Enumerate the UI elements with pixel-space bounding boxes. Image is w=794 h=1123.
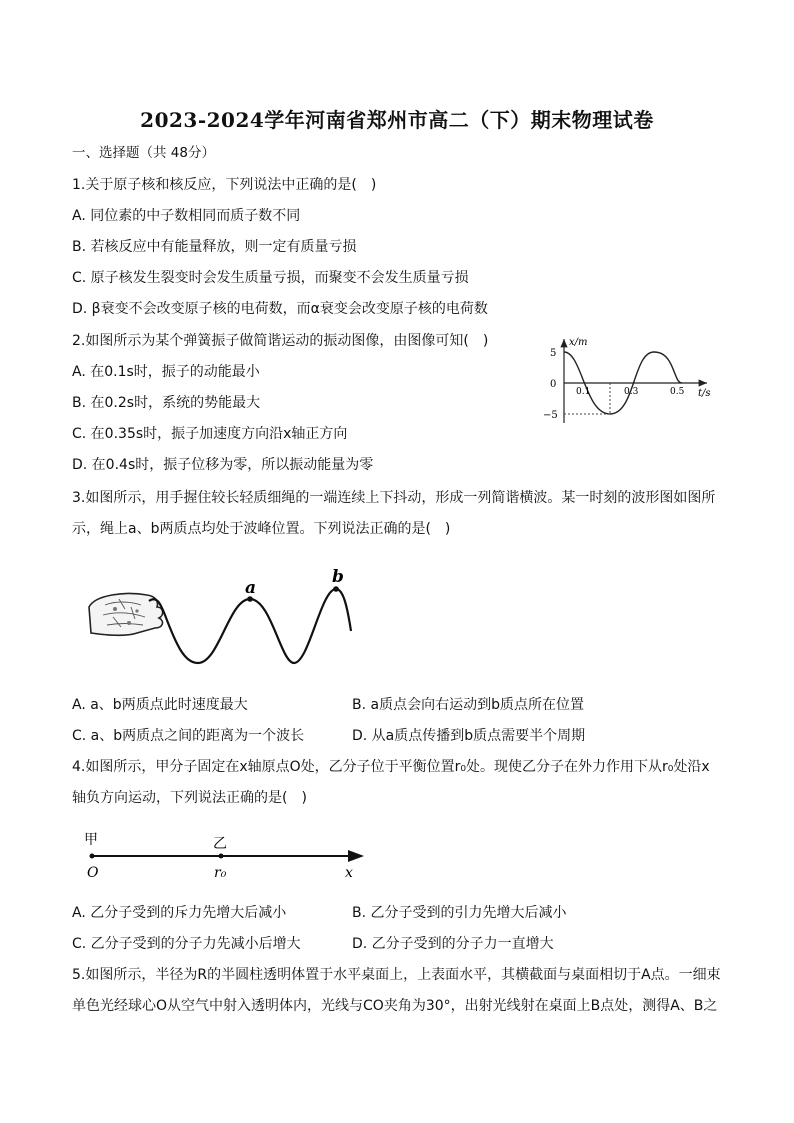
q5-stem-line2: 单色光经球心O从空气中射入透明体内，光线与CO夹角为30°，出射光线射在桌面上B点处，测得A、B之 xyxy=(72,998,718,1014)
label-axis-x: x xyxy=(345,865,353,881)
graph-xtick-0.1: 0.1 xyxy=(576,387,591,397)
q2-option-b: B. 在0.2s时，系统的势能最大 xyxy=(72,395,261,411)
q1-option-b: B. 若核反应中有能量释放，则一定有质量亏损 xyxy=(72,239,357,255)
x-axis-arrow xyxy=(348,850,364,862)
q3-option-a: A. a、b两质点此时速度最大 xyxy=(72,697,248,713)
q1-option-a: A. 同位素的中子数相同而质子数不同 xyxy=(72,208,301,224)
molecule-yi-marker xyxy=(219,854,224,859)
graph-xlabel: t/s xyxy=(698,388,711,399)
point-a-label: a xyxy=(245,578,257,598)
q4-option-c: C. 乙分子受到的分子力先减小后增大 xyxy=(72,936,301,952)
q2-option-c: C. 在0.35s时，振子加速度方向沿x轴正方向 xyxy=(72,426,348,442)
label-jia: 甲 xyxy=(84,832,98,848)
point-b-marker xyxy=(333,586,339,592)
q5-stem-line1: 5.如图所示，半径为R的半圆柱透明体置于水平桌面上，上表面水平，其横截面与桌面相切于A点。一细束 xyxy=(72,967,721,983)
q4-option-d: D. 乙分子受到的分子力一直增大 xyxy=(352,936,554,952)
graph-ytick-5: 5 xyxy=(550,348,557,359)
q4-option-b: B. 乙分子受到的引力先增大后减小 xyxy=(352,905,567,921)
graph-xtick-0.5: 0.5 xyxy=(670,387,685,397)
label-yi: 乙 xyxy=(213,836,227,852)
molecule-jia-marker xyxy=(90,854,95,859)
q2-option-a: A. 在0.1s时，振子的动能最小 xyxy=(72,364,260,380)
graph-ylabel: x/m xyxy=(569,337,588,348)
graph-ytick-0: 0 xyxy=(550,379,557,390)
q2-vibration-graph xyxy=(535,333,715,428)
q3-stem-line1: 3.如图所示，用手握住较长轻质细绳的一端连续上下抖动，形成一列简谐横波。某一时刻的波形图如图所 xyxy=(72,490,716,506)
exam-title: 2023-2024学年河南省郑州市高二（下）期末物理试卷 xyxy=(140,108,654,132)
q1-option-d: D. β衰变不会改变原子核的电荷数，而α衰变会改变原子核的电荷数 xyxy=(72,301,488,317)
q3-stem-line2: 示，绳上a、b两质点均处于波峰位置。下列说法正确的是( ) xyxy=(72,521,451,537)
graph-xtick-0.3: 0.3 xyxy=(624,387,639,397)
q1-stem: 1.关于原子核和核反应，下列说法中正确的是( ) xyxy=(72,177,377,193)
q4-stem-line2: 轴负方向运动，下列说法正确的是( ) xyxy=(72,790,307,806)
q4-stem-line1: 4.如图所示，甲分子固定在x轴原点O处，乙分子位于平衡位置r₀处。现使乙分子在外力作用下从r₀处沿x xyxy=(72,759,710,775)
point-b-label: b xyxy=(332,567,344,587)
q4-axis-figure xyxy=(80,828,370,884)
q3-option-d: D. 从a质点传播到b质点需要半个周期 xyxy=(352,728,586,744)
q3-option-c: C. a、b两质点之间的距离为一个波长 xyxy=(72,728,305,744)
label-r0: r₀ xyxy=(214,865,227,881)
q1-option-c: C. 原子核发生裂变时会发生质量亏损，而聚变不会发生质量亏损 xyxy=(72,270,469,286)
section-heading: 一、选择题（共 48分） xyxy=(72,145,215,161)
label-origin: O xyxy=(87,865,99,881)
q2-stem: 2.如图所示为某个弹簧振子做简谐运动的振动图像，由图像可知( ) xyxy=(72,333,489,349)
q3-option-b: B. a质点会向右运动到b质点所在位置 xyxy=(352,697,584,713)
q4-option-a: A. 乙分子受到的斥力先增大后减小 xyxy=(72,905,287,921)
q3-wave-figure xyxy=(85,565,365,675)
q2-option-d: D. 在0.4s时，振子位移为零，所以振动能量为零 xyxy=(72,457,374,473)
graph-ytick-neg5: −5 xyxy=(543,410,558,421)
